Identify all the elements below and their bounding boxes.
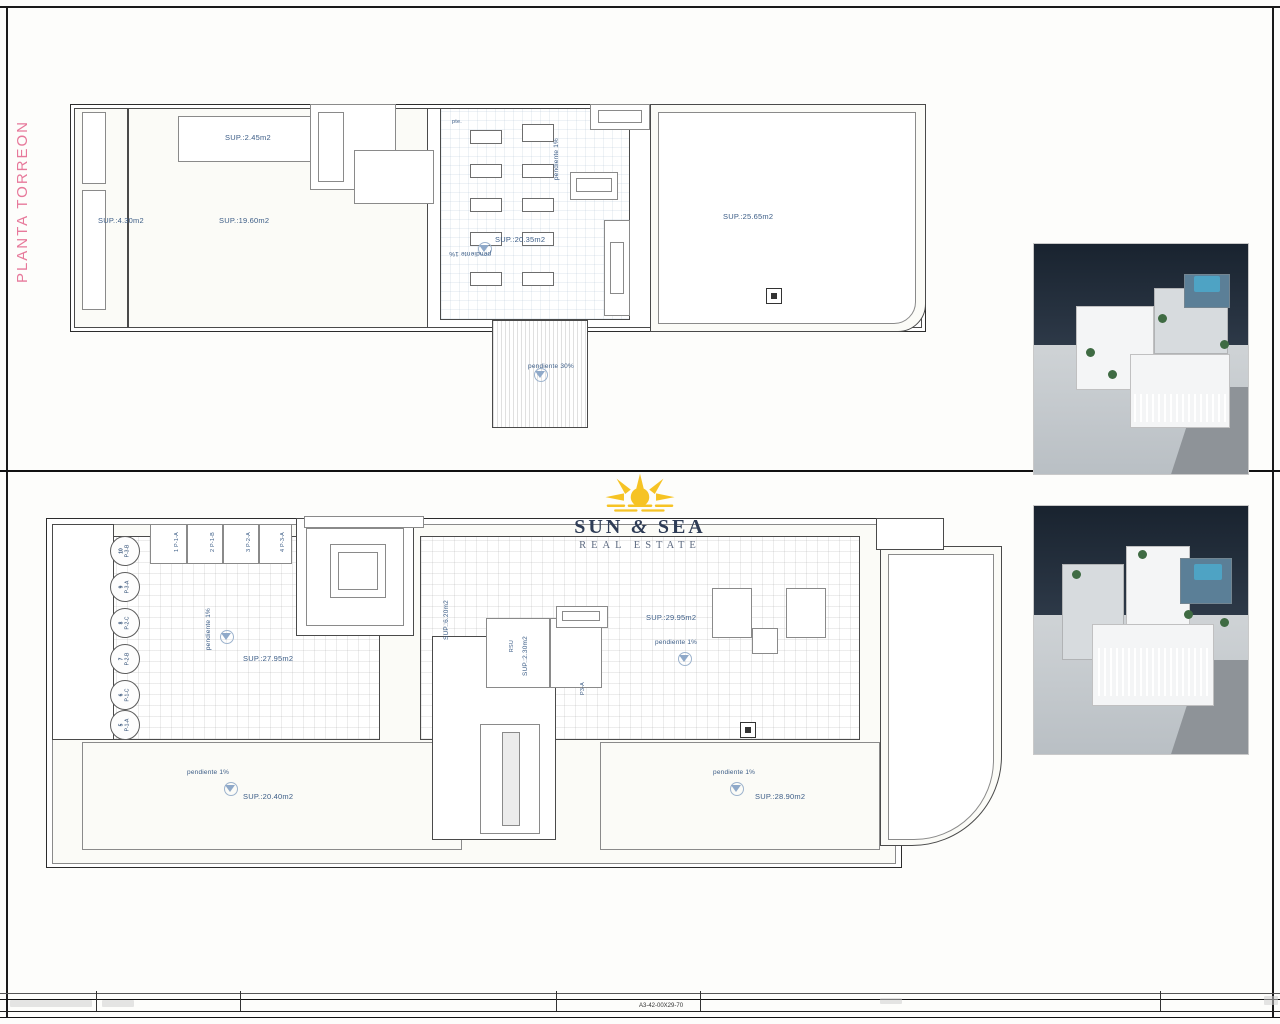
title-block-field <box>102 1000 134 1007</box>
title-block-rule-bottom <box>0 1017 1280 1019</box>
lower-top-room-div <box>258 524 260 564</box>
area-label: SUP.:6.20m2 <box>443 600 450 641</box>
logo-ampersand: & <box>631 516 650 538</box>
sheet-border-top <box>0 6 1280 8</box>
sheet-border-right <box>1272 6 1274 1018</box>
slope-label: pendiente 1% <box>449 250 492 257</box>
title-block-page <box>1264 996 1278 1005</box>
render-balcony-rail <box>1098 648 1208 696</box>
slope-label: pendiente 1% <box>205 608 212 651</box>
storage-cell <box>110 536 140 566</box>
misc-label: pte. <box>452 119 462 125</box>
lower-east-top-box <box>876 518 944 550</box>
upper-bay <box>470 164 502 178</box>
lower-floor-plan <box>40 510 1000 870</box>
storage-cell <box>110 608 140 638</box>
storage-cell <box>110 680 140 710</box>
sheet-border-left <box>6 6 8 1018</box>
storage-cell <box>110 710 140 740</box>
logo-name-sun: SUN <box>574 516 624 538</box>
area-label: SUP.:25.65m2 <box>723 212 774 221</box>
render-plant <box>1138 550 1147 559</box>
lower-shaft-box-inner <box>562 611 600 621</box>
lower-core-top-band <box>304 516 424 528</box>
upper-bay <box>470 198 502 212</box>
plan-title-vertical: PLANTA TORREON <box>14 120 31 284</box>
area-label: SUP.:4.30m2 <box>98 216 144 225</box>
storage-cell-number: 5 <box>118 723 125 727</box>
slope-label: pendiente 1% <box>655 639 698 646</box>
upper-room-left-b <box>82 190 106 310</box>
render-aerial-view-rooftop-pool <box>1033 243 1249 475</box>
upper-bay <box>522 124 554 142</box>
title-block-field <box>10 1000 92 1007</box>
title-block-sep <box>240 991 241 1011</box>
lower-top-room-div <box>186 524 188 564</box>
upper-drain-mark <box>766 288 782 304</box>
area-label: SUP.:28.90m2 <box>755 792 806 801</box>
title-block-sep <box>556 991 557 1011</box>
upper-bay <box>470 130 502 144</box>
render-plant <box>1220 340 1229 349</box>
storage-cell-number: 7 <box>118 657 125 661</box>
render-balcony-rail <box>1134 394 1226 422</box>
misc-label: P3-A <box>580 682 586 696</box>
drawing-code: A3-42-00X29-70 <box>639 1003 684 1009</box>
lower-top-room-div <box>222 524 224 564</box>
lower-east-curve-inner <box>888 554 994 840</box>
title-block-sep <box>96 991 97 1011</box>
slope-label: pendiente 1% <box>713 769 756 776</box>
title-block-line <box>0 993 1280 994</box>
area-label: SUP.:20.35m2 <box>495 235 546 244</box>
top-cell-label: 3 P-2-A <box>246 532 252 553</box>
storage-cell <box>110 572 140 602</box>
title-block-rule-top <box>0 999 1280 1001</box>
lower-room-rsu <box>486 618 550 688</box>
lower-drain-mark <box>740 722 756 738</box>
top-cell-label: 2 P-1-B <box>210 532 216 553</box>
title-block-sep <box>1160 991 1161 1011</box>
upper-bay <box>522 272 554 286</box>
misc-label: RSU <box>509 640 515 653</box>
upper-shaft-b-inner <box>576 178 612 192</box>
top-cell-label: 4 P-3-A <box>280 532 286 553</box>
lower-top-rooms <box>150 524 292 564</box>
render-plant <box>1108 370 1117 379</box>
slope-label: pendiente 1% <box>187 769 230 776</box>
render-plant <box>1086 348 1095 357</box>
lower-stair-core <box>502 732 520 826</box>
upper-shaft-a <box>318 112 344 182</box>
storage-cell <box>110 644 140 674</box>
upper-floor-plan <box>60 90 960 450</box>
title-block-sep <box>700 991 701 1011</box>
storage-cell-code: P-3-A <box>124 580 130 594</box>
render-plant <box>1072 570 1081 579</box>
lower-parking-bay <box>786 588 826 638</box>
storage-cell-code: P-1-A <box>124 718 130 732</box>
render-plant <box>1220 618 1229 627</box>
storage-cell-code: P-2-B <box>124 652 130 666</box>
upper-bay <box>522 164 554 178</box>
logo-subtitle: REAL ESTATE <box>579 540 701 551</box>
slope-arrow <box>221 633 231 640</box>
area-label: SUP.:2.45m2 <box>225 133 271 142</box>
slope-arrow <box>731 785 741 792</box>
logo-name-sea: SEA <box>657 516 706 538</box>
upper-bay <box>470 272 502 286</box>
lower-room-230 <box>550 618 602 688</box>
render-pool <box>1194 276 1220 292</box>
render-aerial-view-facade <box>1033 505 1249 755</box>
slope-arrow <box>225 785 235 792</box>
title-block-line <box>0 1011 1280 1012</box>
area-label: SUP.:2.30m2 <box>522 636 529 677</box>
upper-bay <box>522 198 554 212</box>
lower-parking-bay <box>712 588 752 638</box>
slope-arrow <box>535 371 545 378</box>
slope-label: pendiente 1% <box>553 138 560 181</box>
area-label: SUP.:20.40m2 <box>243 792 294 801</box>
storage-cell-number: 8 <box>118 621 125 625</box>
top-cell-label: 1 P-1-A <box>174 532 180 553</box>
area-label: SUP.:27.95m2 <box>243 654 294 663</box>
lower-terrace-se <box>600 742 880 850</box>
upper-terrace-east-inner <box>658 112 916 324</box>
upper-shaft-d-inner <box>598 110 642 123</box>
storage-cell-code: P-2-C <box>124 616 130 630</box>
upper-room-left-a <box>82 112 106 184</box>
render-plant <box>1184 610 1193 619</box>
storage-cell-code: P-1-C <box>124 688 130 702</box>
render-pool <box>1194 564 1222 580</box>
slope-arrow <box>679 655 689 662</box>
upper-shaft-c-inner <box>610 242 624 294</box>
storage-cell-code: P-3-B <box>124 544 130 558</box>
upper-room-block-b <box>354 150 434 204</box>
title-block-field <box>880 998 902 1004</box>
render-plant <box>1158 314 1167 323</box>
storage-cell-number: 6 <box>118 693 125 697</box>
area-label: SUP.:19.60m2 <box>219 216 270 225</box>
lower-lift-car <box>338 552 378 590</box>
slope-label: pendiente 30% <box>528 363 574 370</box>
area-label: SUP.:29.95m2 <box>646 613 697 622</box>
storage-cell-number: 10 <box>118 548 125 554</box>
storage-cell-number: 9 <box>118 585 125 589</box>
lower-parking-small <box>752 628 778 654</box>
lower-storage-strip <box>52 524 114 740</box>
